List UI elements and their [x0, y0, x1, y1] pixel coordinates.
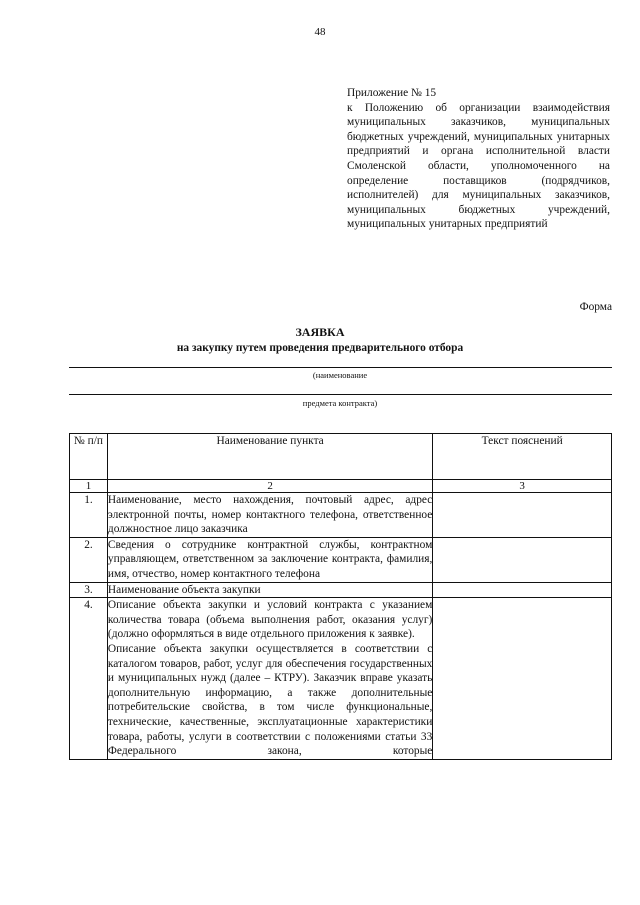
header-name: Наименование пункта [107, 434, 432, 480]
form-label: Форма [579, 301, 612, 313]
page-number: 48 [314, 26, 326, 38]
index-cell: 1 [70, 480, 108, 493]
table-row [70, 582, 612, 598]
table-row [70, 537, 612, 582]
header-text: Текст пояснений [433, 434, 612, 480]
row-number: 3. [70, 582, 108, 598]
row-text: Сведения о сотруднике контрактной службы, контрактном управляющем, ответственном за заключение контракта, фамилия, имя, отчество, номер контактного телефона [107, 537, 432, 582]
row-text: Наименование объекта закупки [107, 582, 432, 598]
appendix-body: к Положению об организации взаимодействия муниципальных заказчиков, муниципальных бюджетных учреждений, муниципальных унитарных предприятий и органа исполнительной власти Смоленской области, уполномоченного на определение поставщиков (подрядчиков, исполнителей) для муниципальных заказчиков, муниципальных бюджетных учреждений, муниципальных унитарных предприятий [347, 101, 610, 231]
document-title: ЗАЯВКА [295, 325, 345, 339]
appendix-block [347, 86, 610, 232]
index-cell: 3 [433, 480, 612, 493]
fill-hint-2: предмета контракта) [302, 398, 378, 408]
row-text: Наименование, место нахождения, почтовый адрес, адрес электронной почты, номер контактного телефона, ответственное должностное лицо заказчика [107, 493, 432, 538]
row-number: 4. [70, 598, 108, 760]
row-explanation-cell[interactable] [433, 493, 612, 538]
table-header-row [70, 434, 612, 480]
row-explanation-cell[interactable] [433, 537, 612, 582]
row-text: Описание объекта закупки и условий контракта с указанием количества товара (объема выполнения работ, оказания услуг) (должно оформляться в виде отдельного приложения к заявке). Описание объекта закупки осуществляется в соответствии с каталогом товаров, работ, услуг для обеспечения государственных и муниципальных нужд (далее – КТРУ). Заказчик вправе указать дополнительную информацию, а также дополнительные потребительские свойства, в том числе функциональные, технические, качественные, эксплуатационные характеристики товара, работы, услуги в соответствии с положениями статьи 33 Федерального закона, которые [107, 598, 432, 760]
row-number: 1. [70, 493, 108, 538]
table-row [70, 598, 612, 760]
table-row [70, 493, 612, 538]
request-table [69, 433, 612, 760]
fill-hint-1: (наименование [312, 370, 368, 380]
row-number: 2. [70, 537, 108, 582]
header-num: № п/п [70, 434, 108, 480]
fill-line-1 [69, 367, 612, 368]
appendix-title: Приложение № 15 [347, 87, 437, 99]
document-subtitle: на закупку путем проведения предварительного отбора [176, 342, 464, 354]
table-index-row [70, 480, 612, 493]
row-explanation-cell[interactable] [433, 582, 612, 598]
row-explanation-cell[interactable] [433, 598, 612, 760]
fill-line-2 [69, 394, 612, 395]
index-cell: 2 [107, 480, 432, 493]
